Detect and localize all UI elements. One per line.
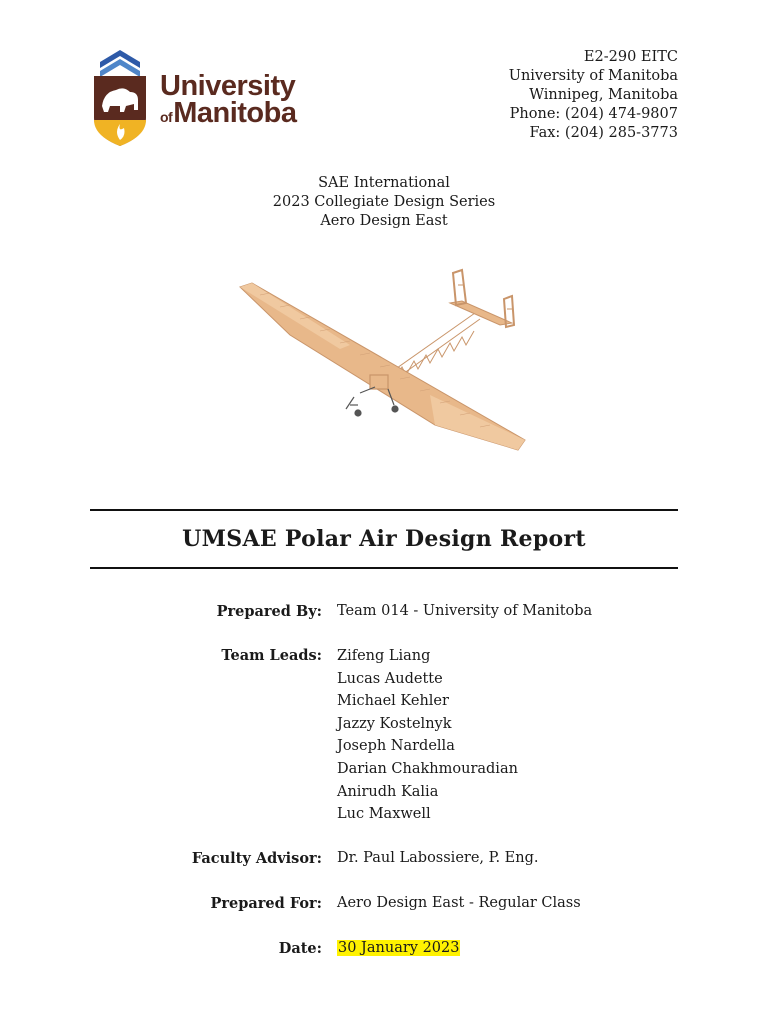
team-lead-name: Jazzy Kostelnyk (337, 715, 452, 732)
prepared-for-value: Aero Design East - Regular Class (337, 895, 581, 911)
title-top-rule (90, 509, 678, 511)
report-title: UMSAE Polar Air Design Report (182, 526, 586, 552)
address-room: E2-290 EITC (583, 49, 678, 65)
faculty-advisor-label: Faculty Advisor: (191, 850, 322, 867)
team-lead-name: Luc Maxwell (337, 806, 431, 823)
university-crest-icon (90, 48, 150, 148)
team-lead-name: Michael Kehler (337, 693, 449, 710)
team-lead-name: Zifeng Liang (337, 648, 431, 664)
university-wordmark (160, 72, 297, 128)
main-wing (240, 283, 525, 450)
team-lead-name: Darian Chakhmouradian (337, 760, 518, 777)
prepared-by-value: Team 014 - University of Manitoba (337, 603, 593, 619)
date-label: Date: (278, 940, 322, 957)
date-value (337, 940, 460, 956)
wordmark-of: of (160, 109, 173, 125)
date-highlight: 30 January 2023 (338, 940, 460, 956)
wordmark-manitoba: Manitoba (173, 97, 297, 129)
competition-series: 2023 Collegiate Design Series (272, 194, 496, 210)
team-lead-name: Anirudh Kalia (337, 783, 439, 800)
prepared-by-label: Prepared By: (216, 603, 322, 620)
aircraft-render (230, 265, 540, 465)
tail-assembly (450, 270, 514, 327)
team-leads-list (337, 645, 518, 826)
prepared-for-label: Prepared For: (210, 895, 322, 912)
wordmark-line1: University (160, 70, 296, 102)
address-city: Winnipeg, Manitoba (529, 87, 678, 103)
address-block (509, 48, 678, 143)
university-logo (90, 48, 300, 148)
team-lead-name: Joseph Nardella (337, 738, 455, 755)
competition-info (0, 174, 768, 231)
wordmark-line2 (160, 99, 297, 128)
address-institution: University of Manitoba (508, 68, 678, 84)
address-fax: Fax: (204) 285-3773 (529, 125, 678, 141)
address-phone: Phone: (204) 474-9807 (509, 106, 678, 122)
competition-event: Aero Design East (320, 213, 448, 229)
team-lead-name: Lucas Audette (337, 670, 443, 687)
competition-org: SAE International (318, 175, 450, 191)
team-leads-label: Team Leads: (221, 647, 322, 664)
faculty-advisor-value: Dr. Paul Labossiere, P. Eng. (337, 850, 539, 866)
title-bottom-rule (90, 567, 678, 569)
